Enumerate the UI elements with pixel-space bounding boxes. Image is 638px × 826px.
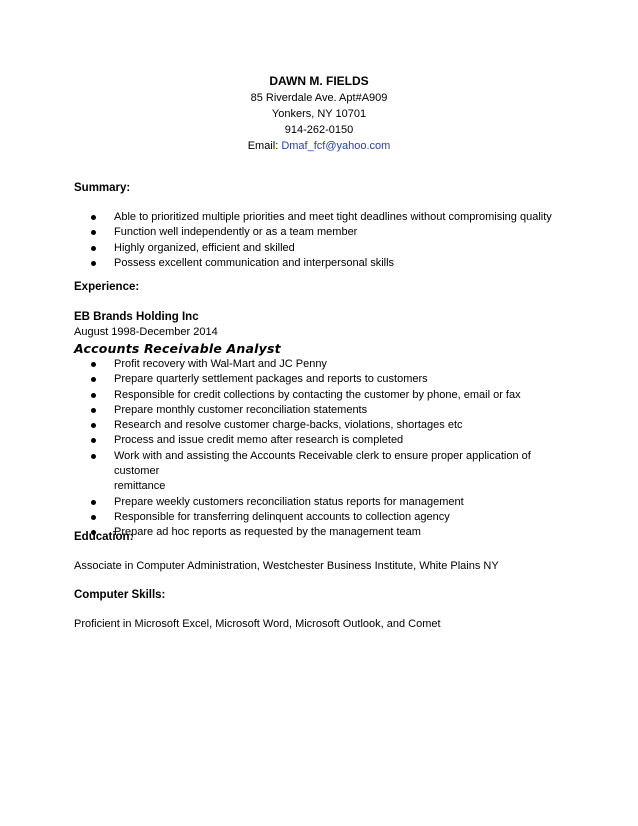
computer-skills-section: [74, 587, 574, 632]
bullet-icon: [91, 246, 96, 251]
email-line: [0, 138, 638, 154]
address-line-1: 85 Riverdale Ave. Apt#A909: [250, 92, 388, 104]
bullet-icon: [91, 393, 96, 398]
experience-list: [74, 357, 574, 541]
list-item: Able to prioritized multiple priorities and meet tight deadlines without compromising quality: [74, 210, 574, 225]
list-item: Responsible for credit collections by contacting the customer by phone, email or fax: [74, 388, 574, 403]
education-text: Associate in Computer Administration, Westchester Business Institute, White Plains NY: [74, 560, 499, 572]
list-item: Prepare monthly customer reconciliation statements: [74, 403, 574, 418]
bullet-icon: [91, 230, 96, 235]
bullet-icon: [91, 454, 96, 459]
list-item: Prepare weekly customers reconciliation status reports for management: [74, 495, 574, 510]
list-item: Highly organized, efficient and skilled: [74, 241, 574, 256]
education-section: [74, 529, 574, 574]
list-item-continuation: remittance: [114, 480, 166, 493]
phone-number: 914-262-0150: [284, 124, 354, 136]
employment-dates: August 1998-December 2014: [74, 326, 218, 338]
bullet-icon: [91, 408, 96, 413]
bullet-icon: [91, 423, 96, 428]
address-line-2: Yonkers, NY 10701: [271, 108, 367, 120]
bullet-icon: [91, 515, 96, 520]
experience-heading: Experience:: [74, 281, 140, 293]
education-heading: Education:: [74, 531, 134, 543]
bullet-icon: [91, 438, 96, 443]
list-item: Research and resolve customer charge-backs, violations, shortages etc: [74, 418, 574, 433]
list-item: Responsible for transferring delinquent accounts to collection agency: [74, 510, 574, 525]
list-item: Prepare quarterly settlement packages and reports to customers: [74, 372, 574, 387]
list-item: Work with and assisting the Accounts Receivable clerk to ensure proper application of customer remittance: [74, 449, 574, 495]
list-item: Process and issue credit memo after research is completed: [74, 433, 574, 448]
summary-heading: Summary:: [74, 182, 131, 194]
bullet-icon: [91, 500, 96, 505]
company-name: EB Brands Holding Inc: [74, 311, 199, 323]
experience-section: [74, 279, 574, 541]
email-link[interactable]: Dmaf_fcf@yahoo.com: [281, 140, 391, 152]
list-item: Prepare ad hoc reports as requested by the management team: [74, 525, 574, 540]
job-title: Accounts Receivable Analyst: [74, 341, 281, 356]
email-label: Email:: [247, 140, 282, 152]
candidate-name: DAWN M. FIELDS: [269, 74, 369, 88]
computer-skills-text: Proficient in Microsoft Excel, Microsoft Word, Microsoft Outlook, and Comet: [74, 618, 441, 630]
list-item: Profit recovery with Wal-Mart and JC Penny: [74, 357, 574, 372]
bullet-icon: [91, 261, 96, 266]
bullet-icon: [91, 362, 96, 367]
summary-section: [74, 180, 574, 271]
bullet-icon: [91, 215, 96, 220]
summary-list: [74, 210, 574, 271]
computer-skills-heading: Computer Skills:: [74, 589, 166, 601]
contact-header: [0, 72, 638, 154]
list-item: Possess excellent communication and interpersonal skills: [74, 256, 574, 271]
bullet-icon: [91, 377, 96, 382]
list-item: Function well independently or as a team member: [74, 225, 574, 240]
